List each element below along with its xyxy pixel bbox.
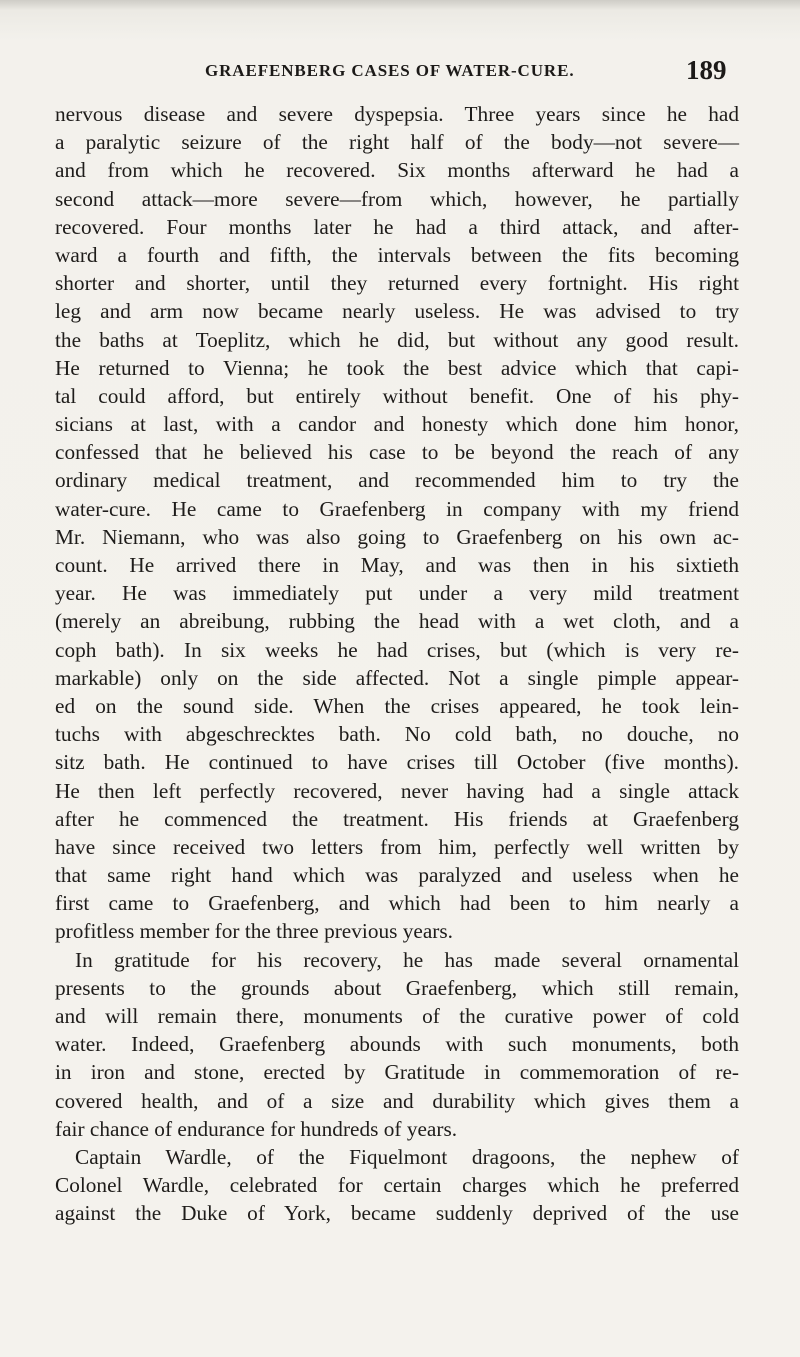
- text-line: coph bath). In six weeks he had crises, but (which is very re-: [55, 637, 739, 662]
- text-line: year. He was immediately put under a very mild treatment: [55, 581, 739, 606]
- text-line: Captain Wardle, of the Fiquelmont dragoons, the nephew of: [75, 1144, 739, 1169]
- text-line: ordinary medical treatment, and recommended him to try the: [55, 468, 739, 493]
- text-line: nervous disease and severe dyspepsia. Three years since he had: [55, 102, 739, 126]
- text-line: He returned to Vienna; he took the best advice which that capi-: [55, 355, 739, 380]
- text-line: tuchs with abgeschrecktes bath. No cold bath, no douche, no: [55, 722, 739, 747]
- text-line: in iron and stone, erected by Gratitude in commemoration of re-: [55, 1060, 739, 1085]
- text-line: He then left perfectly recovered, never having had a single attack: [55, 778, 739, 803]
- text-line: markable) only on the side affected. Not a single pimple appear-: [55, 665, 739, 690]
- text-line: profitless member for the three previous years.: [55, 919, 453, 944]
- text-line: Mr. Niemann, who was also going to Graefenberg on his own ac-: [55, 524, 739, 549]
- text-line: leg and arm now became nearly useless. He was advised to try: [55, 299, 739, 324]
- text-line: a paralytic seizure of the right half of the body—not severe—: [55, 130, 739, 155]
- text-line: water. Indeed, Graefenberg abounds with such monuments, both: [55, 1032, 739, 1057]
- page-number: 189: [686, 55, 727, 85]
- text-line: after he commenced the treatment. His friends at Graefenberg: [55, 806, 739, 831]
- running-head: [0, 55, 800, 87]
- text-line: (merely an abreibung, rubbing the head with a wet cloth, and a: [55, 609, 739, 634]
- text-line: fair chance of endurance for hundreds of years.: [55, 1116, 458, 1141]
- body-text: [55, 100, 739, 1228]
- text-line: against the Duke of York, became suddenly deprived of the use: [55, 1201, 739, 1226]
- text-line: and from which he recovered. Six months afterward he had a: [55, 158, 739, 183]
- text-line: second attack—more severe—from which, however, he partially: [55, 186, 739, 211]
- text-line: ed on the sound side. When the crises appeared, he took lein-: [55, 693, 739, 718]
- text-line: and will remain there, monuments of the curative power of cold: [55, 1004, 739, 1028]
- running-head-title: GRAEFENBERG CASES OF WATER-CURE.: [205, 61, 575, 80]
- text-line: tal could afford, but entirely without benefit. One of his phy-: [55, 383, 739, 408]
- text-line: first came to Graefenberg, and which had been to him nearly a: [55, 891, 739, 916]
- text-line: covered health, and of a size and durability which gives them a: [55, 1088, 739, 1113]
- text-line: recovered. Four months later he had a third attack, and after-: [55, 214, 739, 239]
- text-line: confessed that he believed his case to be beyond the reach of any: [55, 440, 739, 465]
- text-line: that same right hand which was paralyzed and useless when he: [55, 863, 739, 888]
- text-line: count. He arrived there in May, and was then in his sixtieth: [55, 553, 739, 577]
- text-line: water-cure. He came to Graefenberg in company with my friend: [55, 496, 739, 521]
- text-line: ward a fourth and fifth, the intervals between the fits becoming: [55, 242, 739, 267]
- text-line: sicians at last, with a candor and honesty which done him honor,: [55, 412, 739, 437]
- text-line: Colonel Wardle, celebrated for certain charges which he preferred: [55, 1173, 739, 1198]
- text-line: In gratitude for his recovery, he has made several ornamental: [75, 947, 739, 972]
- text-line: presents to the grounds about Graefenberg, which still remain,: [55, 975, 739, 1000]
- page-top-shadow: [0, 0, 800, 10]
- text-line: the baths at Toeplitz, which he did, but without any good result.: [55, 327, 739, 352]
- text-line: shorter and shorter, until they returned every fortnight. His right: [55, 271, 739, 296]
- text-line: sitz bath. He continued to have crises till October (five months).: [55, 750, 739, 775]
- text-line: have since received two letters from him, perfectly well written by: [55, 834, 739, 859]
